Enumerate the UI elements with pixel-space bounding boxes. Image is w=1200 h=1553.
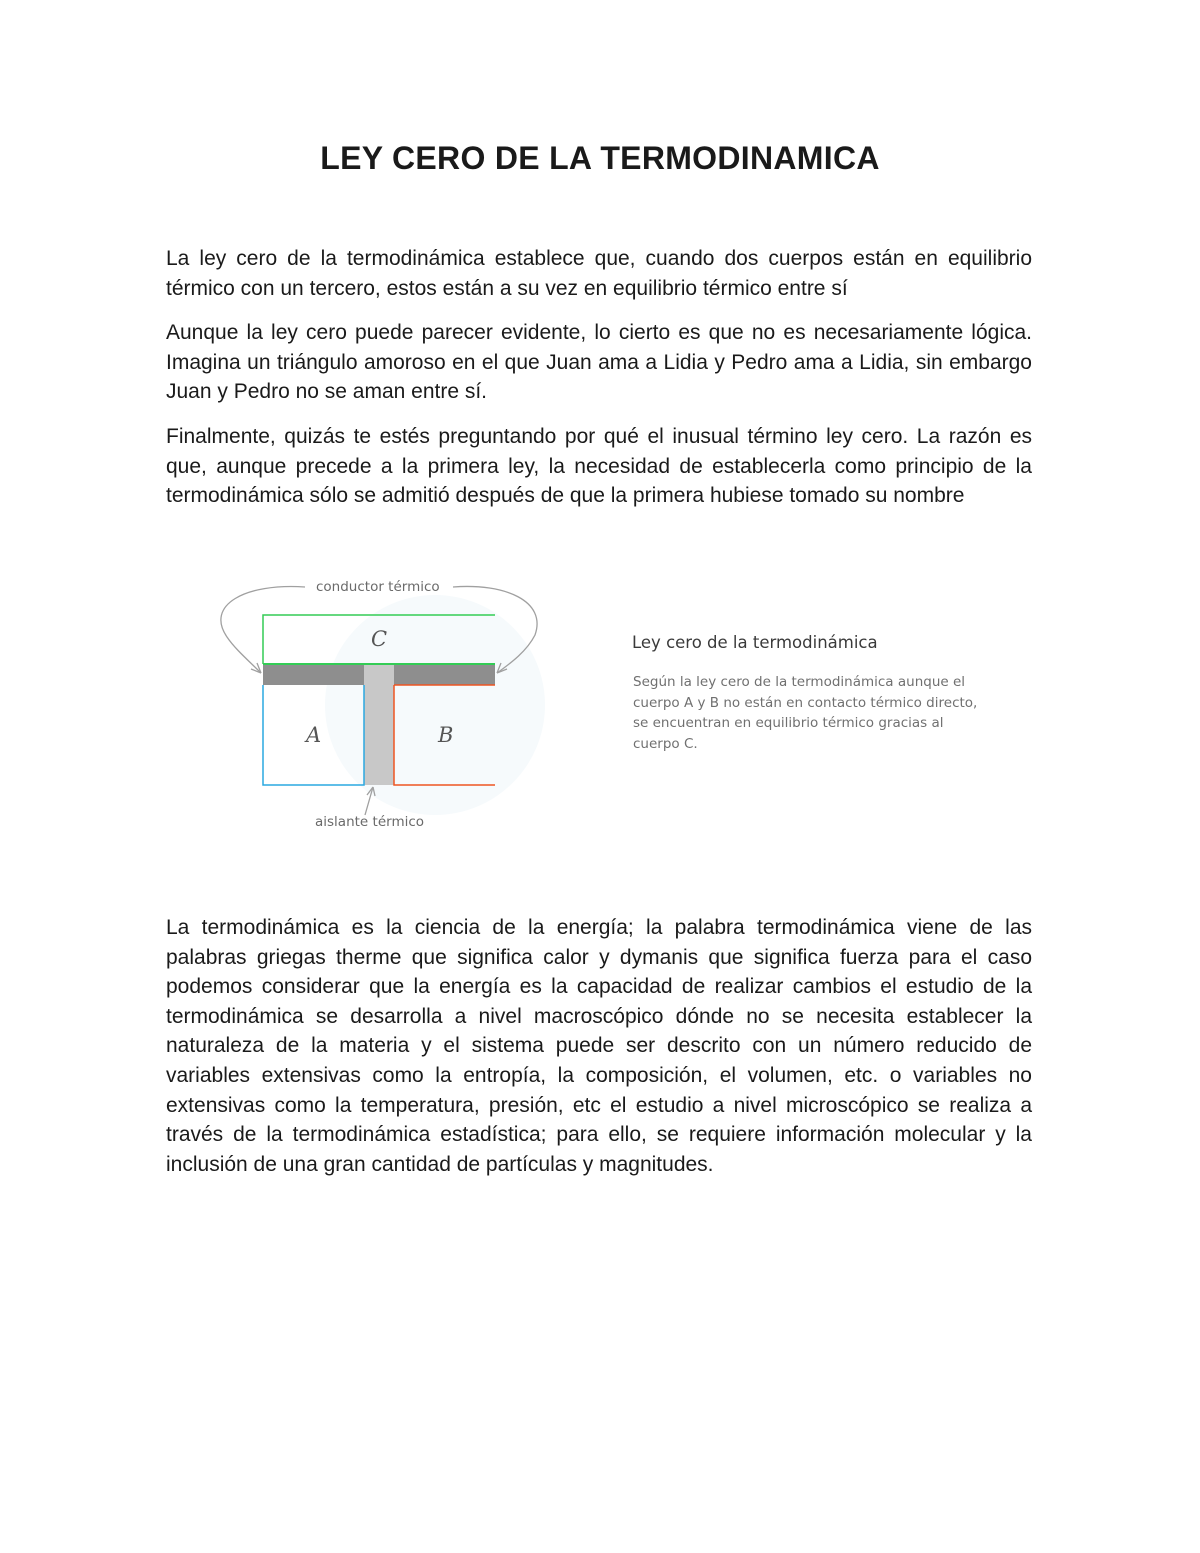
thermal-equilibrium-figure [205, 565, 1005, 845]
box-b-label: B [438, 723, 454, 747]
box-a-label: A [306, 723, 322, 747]
conductor-label: conductor térmico [316, 579, 440, 595]
figure-caption-text: Según la ley cero de la termodinámica aunque el cuerpo A y B no están en contacto térmico directo, se encuentran en equilibrio térmico gracias al cuerpo C. [633, 674, 978, 752]
watermark-shape [325, 595, 545, 815]
paragraph-2: Aunque la ley cero puede parecer evidente, lo cierto es que no es necesariamente lógica. Imagina un triángulo amoroso en el que Juan ama a Lidia y Pedro ama a Lidia, sin embargo Juan y Pedro no se aman entre sí. [166, 321, 1032, 404]
paragraph-3: Finalmente, quizás te estés preguntando por qué el inusual término ley cero. La razón es que, aunque precede a la primera ley, la necesidad de establecerla como principio de la termodinámica sólo se admitió después de que la primera hubiese tomado su nombre [166, 425, 1032, 508]
paragraph-1: La ley cero de la termodinámica establece que, cuando dos cuerpos están en equilibrio térmico con un tercero, estos están a su vez en equilibrio térmico entre sí [166, 247, 1032, 300]
document-title: LEY CERO DE LA TERMODINAMICA [320, 140, 880, 176]
figure-caption-title: Ley cero de la termodinámica [632, 633, 878, 652]
insulator-label: aislante térmico [315, 814, 425, 830]
paragraph-4: La termodinámica es la ciencia de la energía; la palabra termodinámica viene de las palabras griegas therme que significa calor y dymanis que significa fuerza para el caso podemos considerar que la energía es la capacidad de realizar cambios el estudio de la termodinámica se desarrolla a nivel macroscópico dónde no se necesita establecer la naturaleza de la materia y el sistema puede ser descrito con un número reducido de variables extensivas como la entropía, la composición, el volumen, etc. o variables no extensivas como la temperatura, presión, etc el estudio a nivel microscópico se realiza a través de la termodinámica estadística; para ello, se requiere información molecular y la inclusión de una gran cantidad de partículas y magnitudes. [166, 916, 1032, 1176]
insulator-wall [364, 665, 394, 785]
box-c-label: C [371, 627, 388, 651]
